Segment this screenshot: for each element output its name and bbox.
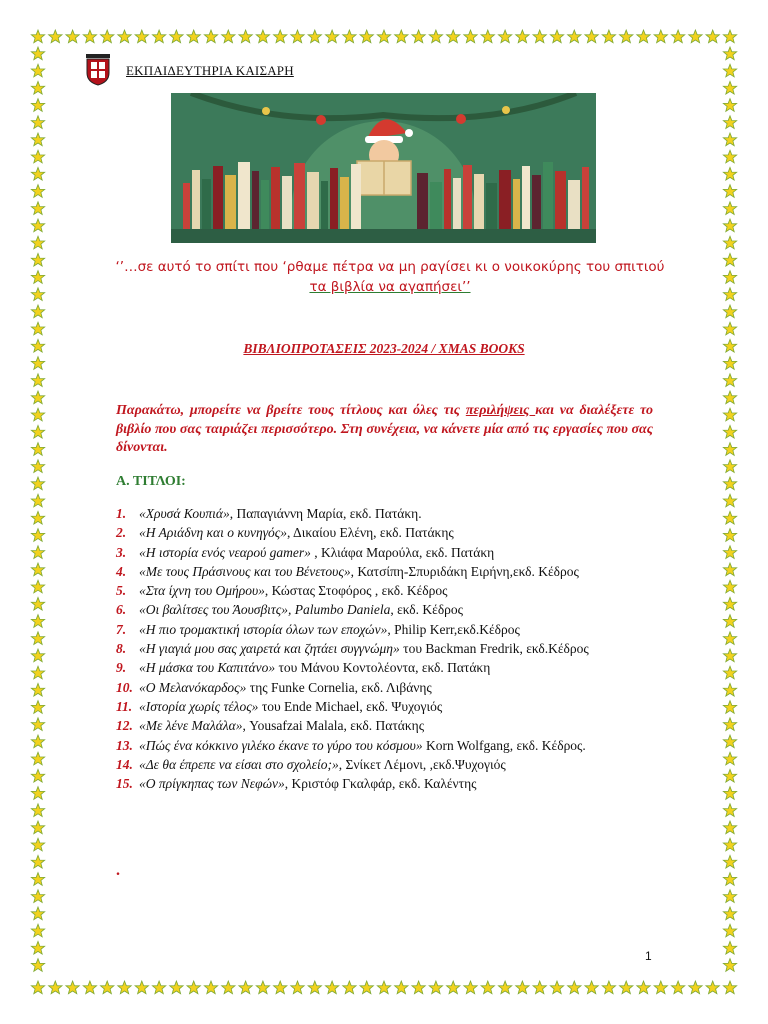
list-item: [116, 755, 676, 774]
book-title: «Οι βαλίτσες του Άουσβιτς», Palumbo Daniela: [139, 602, 391, 618]
list-item: [116, 678, 676, 697]
shelf-book: [474, 174, 484, 229]
list-item: [116, 774, 676, 793]
page-number: 1: [645, 949, 652, 963]
shelf-book: [261, 180, 269, 229]
list-item: [116, 639, 676, 658]
book-title: «Ο πρίγκηπας των Νεφών»: [139, 776, 285, 792]
book-author-publisher: , Δικαίου Ελένη, εκδ. Πατάκης: [287, 525, 454, 541]
list-item: [116, 504, 676, 523]
quote-block: [110, 257, 670, 297]
shelf-book: [238, 162, 250, 229]
list-item: [116, 562, 676, 581]
list-item: [116, 658, 676, 677]
shelf-book: [202, 179, 211, 229]
page-heading: ΒΙΒΛΙΟΠΡΟΤΑΣΕΙΣ 2023-2024 / XMAS BOOKS: [243, 341, 525, 356]
shelf-book: [340, 177, 349, 229]
intro-text-2: και να διαλέξετε το βιβλίο που σας ταιριάζει περισσότερο. Στη συνέχεια, να κάνετε μία από τις εργασίες που σας δίνονται.: [116, 403, 654, 455]
book-author-publisher: της Funke Cornelia, εκδ. Λιβάνης: [246, 679, 432, 695]
list-item: [116, 716, 676, 735]
shelf-book: [192, 170, 200, 229]
item-number: 9.: [116, 660, 127, 676]
item-number: 12.: [116, 718, 133, 734]
item-number: 13.: [116, 737, 133, 753]
item-number: 5.: [116, 583, 127, 599]
book-title: «Η ιστορία ενός νεαρού gamer»: [139, 544, 311, 560]
book-title: «Πώς ένα κόκκινο γιλέκο έκανε το γύρο του κόσμου»: [139, 737, 423, 753]
book-title: «Η πιο τρομακτική ιστορία όλων των εποχών»: [139, 621, 388, 637]
list-item: [116, 600, 676, 619]
trailing-dot: .: [116, 862, 120, 879]
shelf-book: [453, 178, 461, 229]
intro-text-1: Παρακάτω, μπορείτε να βρείτε τους τίτλους και όλες τις: [116, 403, 466, 418]
shelf-book: [294, 163, 305, 229]
shelf-book: [444, 169, 451, 229]
item-number: 14.: [116, 756, 133, 772]
shelf-book: [568, 180, 580, 229]
item-number: 10.: [116, 679, 133, 695]
book-title: «Χρυσά Κουπιά»: [139, 506, 230, 521]
shelf-book: [486, 183, 497, 229]
item-number: 6.: [116, 602, 127, 618]
intro-paragraph: [116, 402, 653, 458]
book-author-publisher: Korn Wolfgang, εκδ. Κέδρος.: [422, 737, 586, 753]
quote-line-1: ‘’…σε αυτό το σπίτι που ‘ρθαμε πέτρα να μη ραγίσει κι ο νοικοκύρης του σπιτιού: [115, 259, 665, 275]
book-title: «Η Αριάδνη και ο κυνηγός»: [139, 525, 288, 541]
school-name: ΕΚΠΑΙΔΕΥΤΗΡΙΑ ΚΑΙΣΑΡΗ: [126, 63, 294, 78]
book-list: [116, 504, 676, 793]
shelf-book: [417, 173, 428, 229]
shelf-book: [463, 165, 472, 229]
shelf-book: [252, 171, 259, 229]
book-title: «Ιστορία χωρίς τέλος»: [139, 698, 259, 714]
shelf-book: [321, 181, 328, 229]
shelf-book: [225, 175, 236, 229]
book-author-publisher: , Παπαγιάννη Μαρία, εκδ. Πατάκη.: [229, 506, 422, 521]
book-author-publisher: του Ende Michael, εκδ. Ψυχογιός: [258, 698, 443, 714]
item-number: 15.: [116, 776, 133, 792]
list-item: [116, 736, 676, 755]
book-title: «Με λένε Μαλάλα»: [139, 718, 243, 734]
item-number: 3.: [116, 544, 127, 560]
list-item: [116, 620, 676, 639]
shelf-book: [543, 162, 553, 229]
book-title: «Ο Μελανόκαρδος»: [139, 679, 247, 695]
shelf-book: [430, 182, 442, 229]
item-number: 2.: [116, 525, 127, 541]
list-item: [116, 697, 676, 716]
list-item: [116, 543, 676, 562]
book-author-publisher: του Backman Fredrik, εκδ.Κέδρος: [399, 641, 589, 657]
book-author-publisher: , Κριστόφ Γκαλφάρ, εκδ. Καλέντης: [284, 776, 477, 792]
item-number: 4.: [116, 563, 127, 579]
book-author-publisher: , εκδ. Κέδρος: [390, 602, 464, 618]
shelf-book: [330, 168, 338, 229]
book-author-publisher: , Κώστας Στοφόρος , εκδ. Κέδρος: [264, 583, 448, 599]
book-title: «Η γιαγιά μου σας χαιρετά και ζητάει συγγνώμη»: [139, 641, 400, 657]
book-title: «Η μάσκα του Καπιτάνο»: [139, 660, 276, 676]
shelf-book: [522, 166, 530, 229]
shelf-book: [532, 175, 541, 229]
book-author-publisher: , Yousafzai Malala, εκδ. Πατάκης: [242, 718, 425, 734]
book-title: «Στα ίχνη του Ομήρου»: [139, 583, 265, 599]
christmas-reading-banner: [171, 93, 596, 243]
shelf-book: [499, 170, 511, 229]
book-author-publisher: του Μάνου Κοντολέοντα, εκδ. Πατάκη: [275, 660, 491, 676]
book-author-publisher: , Philip Kerr,εκδ.Κέδρος: [387, 621, 520, 637]
book-author-publisher: , Κατσίπη-Σπυριδάκη Ειρήνη,εκδ. Κέδρος: [350, 563, 579, 579]
shelf-book: [183, 183, 190, 229]
item-number: 8.: [116, 641, 127, 657]
school-crest-logo: [84, 54, 112, 86]
quote-line-2: τα βιβλία να αγαπήσει’’: [309, 279, 471, 295]
item-number: 1.: [116, 506, 127, 521]
shelf-book: [271, 167, 280, 229]
shelf-book: [351, 164, 361, 229]
book-title: «Με τους Πράσινους και του Βένετους»: [139, 563, 351, 579]
shelf-book: [513, 179, 520, 229]
section-title: Α. ΤΙΤΛΟΙ:: [116, 474, 186, 489]
shelf-book: [582, 167, 589, 229]
shelf-book: [307, 172, 319, 229]
book-author-publisher: , Κλιάφα Μαρούλα, εκδ. Πατάκη: [310, 544, 495, 560]
item-number: 11.: [116, 698, 133, 714]
shelf-book: [555, 171, 566, 229]
list-item: [116, 581, 676, 600]
shelf-book: [213, 166, 223, 229]
book-title: «Δε θα έπρεπε να είσαι στο σχολείο;»: [139, 756, 339, 772]
intro-underlined-word: περιλήψεις: [465, 403, 536, 418]
item-number: 7.: [116, 621, 127, 637]
book-author-publisher: , Σνίκετ Λέμονι, ,εκδ.Ψυχογιός: [338, 756, 506, 772]
shelf-book: [282, 176, 292, 229]
list-item: [116, 523, 676, 542]
